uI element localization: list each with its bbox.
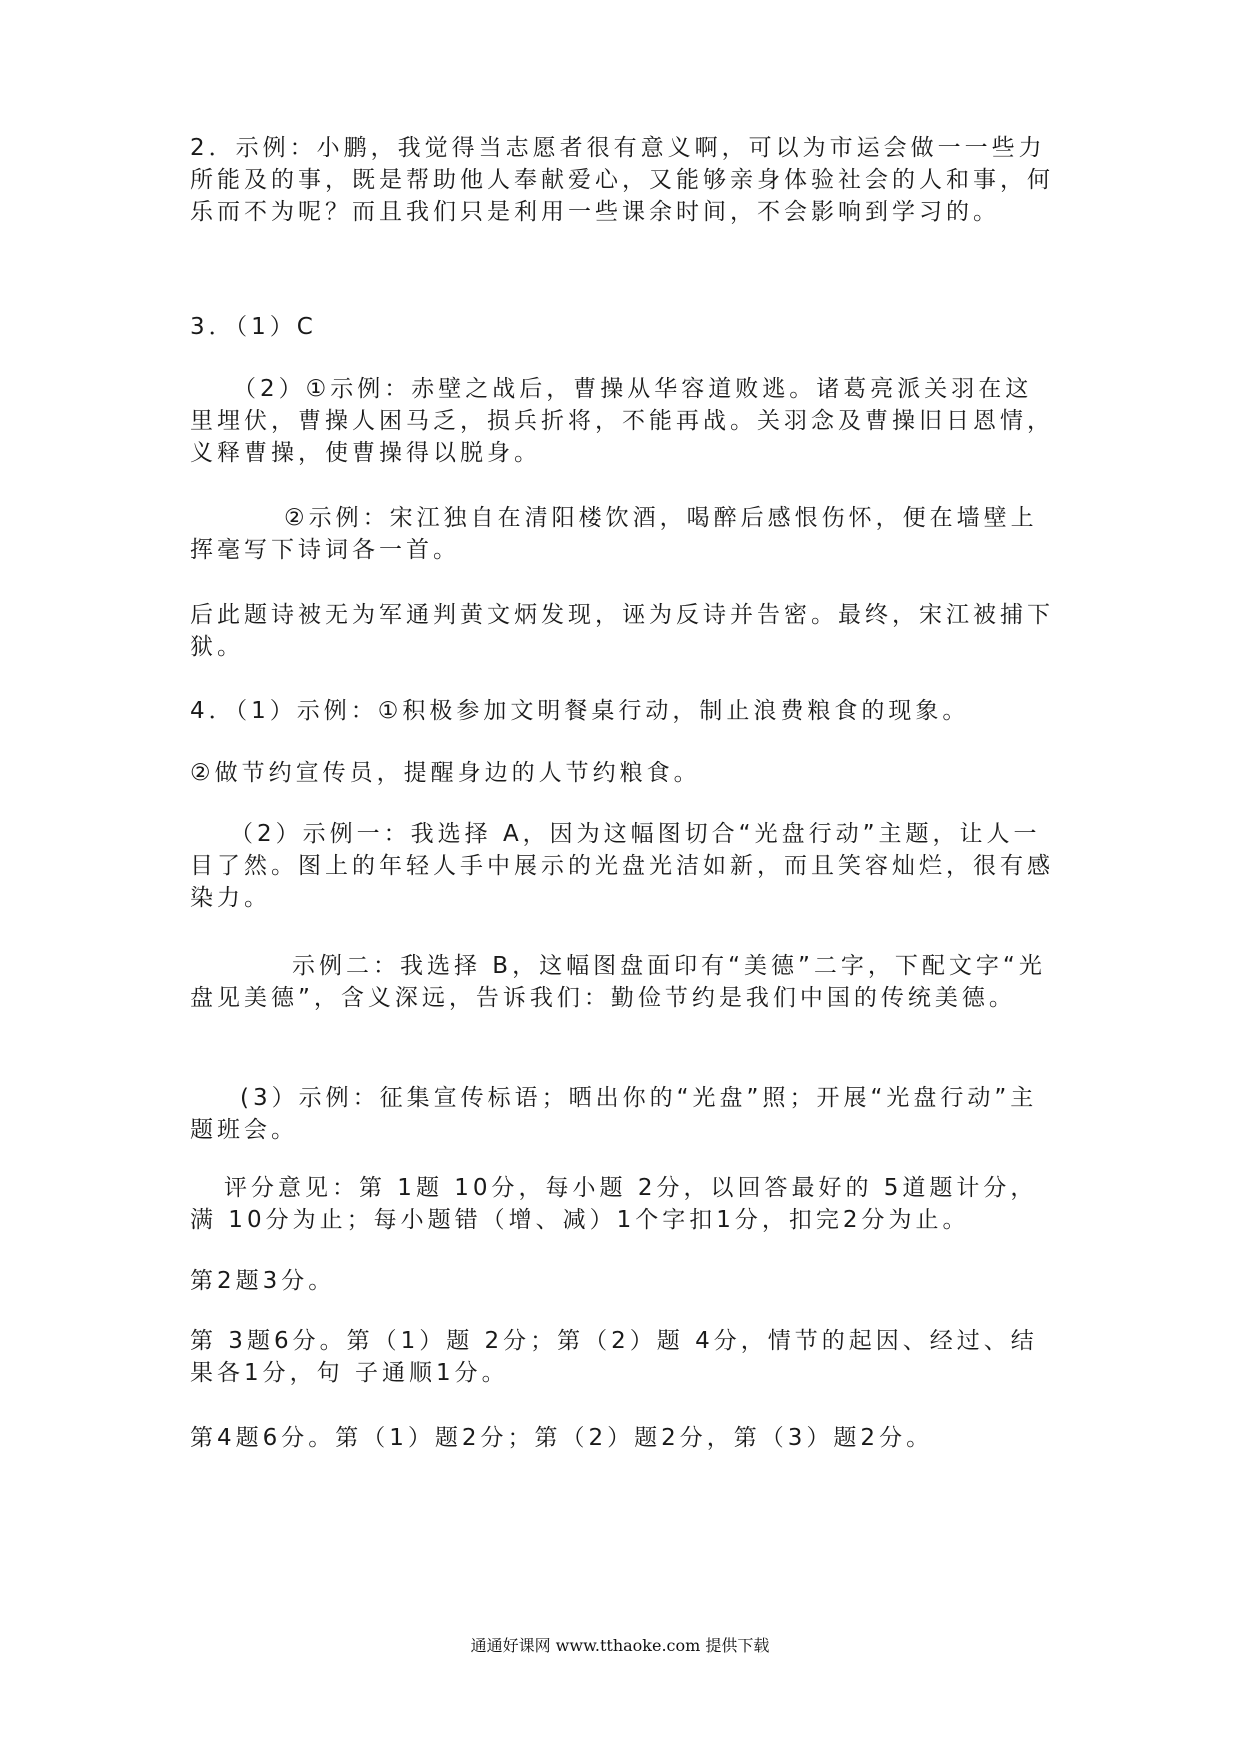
answer-2: 2．示例：小鹏，我觉得当志愿者很有意义啊，可以为市运会做一一些力所能及的事，既是帮助他人奉献爱心，又能够亲身体验社会的人和事，何乐而不为呢？而且我们只是利用一些课余时间，不会影响到学习的。 — [190, 135, 1054, 225]
download-footer: 通通好课网 www.tthaoke.com 提供下载 — [470, 1636, 770, 1655]
answer-3-2-2-continued: 后此题诗被无为军通判黄文炳发现，诬为反诗并告密。最终，宋江被捕下狱。 — [190, 602, 1054, 660]
answer-4-1-item-2: ②做节约宣传员，提醒身边的人节约粮食。 — [190, 760, 701, 786]
scoring-note-q3: 第 3题6分。第（1）题 2分；第（2）题 4分，情节的起因、经过、结果各1分，句 子通顺1分。 — [190, 1328, 1038, 1386]
answer-3-1: 3．（1）C — [190, 314, 317, 340]
scoring-note-q1: 评分意见：第 1题 10分，每小题 2分，以回答最好的 5道题计分，满 10分为止；每小题错（增、减）1个字扣1分，扣完2分为止。 — [190, 1175, 1038, 1233]
answer-4-2-example-2: 示例二：我选择 B，这幅图盘面印有“美德”二字，下配文字“光盘见美德”，含义深远，告诉我们：勤俭节约是我们中国的传统美德。 — [190, 953, 1046, 1011]
answer-4-1-item-1: 4．（1）示例：①积极参加文明餐桌行动，制止浪费粮食的现象。 — [190, 698, 970, 724]
scoring-note-q4: 第4题6分。第（1）题2分；第（2）题2分，第（3）题2分。 — [190, 1425, 934, 1451]
scoring-note-q2: 第2题3分。 — [190, 1268, 336, 1294]
answer-4-2-example-1: （2）示例一：我选择 A，因为这幅图切合“光盘行动”主题，让人一目了然。图上的年轻人手中展示的光盘光洁如新，而且笑容灿烂，很有感染力。 — [190, 821, 1054, 911]
answer-3-2-2: ②示例：宋江独自在清阳楼饮酒，喝醉后感恨伤怀，便在墙壁上挥毫写下诗词各一首。 — [190, 505, 1038, 563]
answer-3-2-1: （2）①示例：赤壁之战后，曹操从华容道败逃。诸葛亮派关羽在这里埋伏，曹操人困马乏，损兵折将，不能再战。关羽念及曹操旧日恩情，义释曹操，使曹操得以脱身。 — [190, 376, 1054, 466]
answer-4-3: (3）示例：征集宣传标语；晒出你的“光盘”照；开展“光盘行动”主题班会。 — [190, 1085, 1038, 1143]
